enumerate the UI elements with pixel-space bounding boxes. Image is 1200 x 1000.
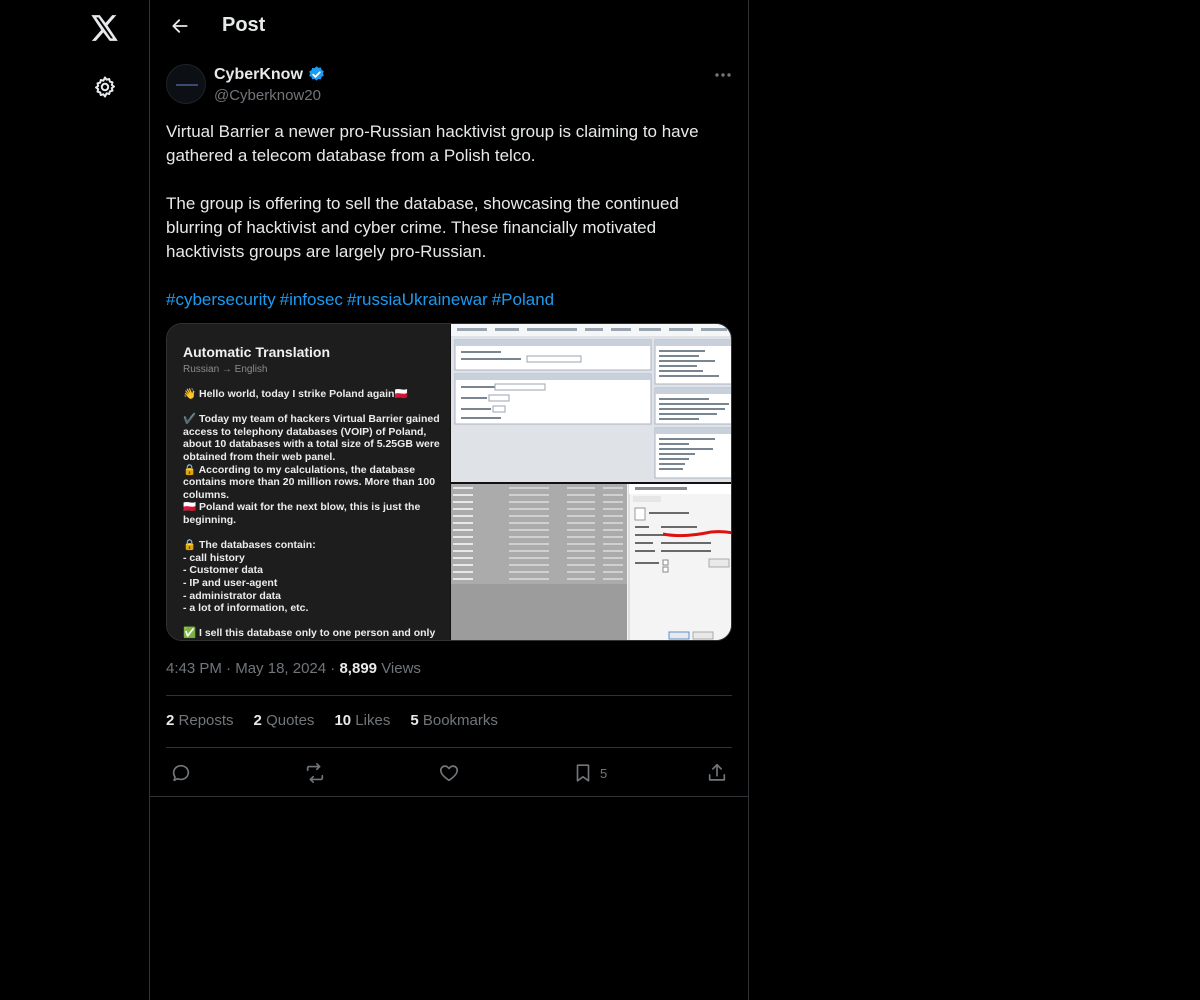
author-name[interactable] xyxy=(214,65,326,84)
media-image-translation[interactable] xyxy=(167,324,450,641)
hashtag-link[interactable]: #Poland xyxy=(491,290,555,309)
translation-body: 👋 Hello world, today I strike Poland again🇵🇱 ✔️ Today my team of hackers Virtual Barrier gained access to telephony databases (VOIP) of Poland, about 10 databases with a total size of 5.25GB were obtained from their web panel. 🔒 According to my calculations, the database contains more than 20 million rows. More than 100 columns. 🇵🇱 Poland wait for the next blow, this is just the beginning. 🔒 The databases contain: - call history - Customer data - IP and user-agent - administrator data - a lot of information, etc. ✅ I sell this database only to one person and only xyxy=(183,388,440,640)
repost-icon xyxy=(303,762,327,784)
reposts-count: 2 xyxy=(166,712,175,729)
bookmarks-count: 5 xyxy=(410,712,419,729)
meta-separator: · xyxy=(226,660,232,677)
likes-count: 10 xyxy=(334,712,352,729)
main-column xyxy=(149,0,749,1000)
likes-stat[interactable] xyxy=(334,712,390,729)
x-logo-icon[interactable] xyxy=(85,8,125,48)
more-dots-icon xyxy=(714,72,732,78)
post-paragraph: Virtual Barrier a newer pro-Russian hacktivist group is claiming to have gathered a telecom database from a Polish telco. xyxy=(166,122,699,165)
verified-badge-icon xyxy=(307,65,326,84)
header xyxy=(150,0,748,53)
like-button[interactable] xyxy=(438,760,460,786)
divider xyxy=(150,796,748,797)
back-button[interactable] xyxy=(162,8,198,44)
reply-button[interactable] xyxy=(170,760,192,786)
post-date[interactable]: May 18, 2024 xyxy=(235,660,327,677)
media-grid xyxy=(166,323,732,641)
quotes-label: Quotes xyxy=(266,712,315,729)
post-paragraph: The group is offering to sell the database, showcasing the continued blurring of hacktivist and cyber crime. These financially motivated hacktivists groups are largely pro-Russian. xyxy=(166,194,679,261)
bookmarks-label: Bookmarks xyxy=(422,712,498,729)
file-explorer-screenshot xyxy=(451,484,732,641)
arrow-left-icon xyxy=(170,16,190,36)
translation-subtitle: Russian → English xyxy=(183,364,268,375)
translation-title: Automatic Translation xyxy=(183,344,331,360)
bookmarks-stat[interactable] xyxy=(410,712,498,729)
hashtag-link[interactable]: #russiaUkrainewar xyxy=(346,290,488,309)
hashtag-link[interactable]: #infosec xyxy=(279,290,343,309)
media-image-file-explorer[interactable] xyxy=(451,484,732,641)
left-nav xyxy=(0,0,149,1000)
reply-icon xyxy=(170,762,192,784)
likes-label: Likes xyxy=(355,712,391,729)
meta-separator: · xyxy=(330,660,336,677)
reposts-stat[interactable] xyxy=(166,712,234,729)
action-bar xyxy=(166,758,732,788)
media-image-admin-panel[interactable] xyxy=(451,324,732,482)
page-title: Post xyxy=(222,14,266,36)
author-handle[interactable]: @Cyberknow20 xyxy=(214,87,321,104)
bookmark-icon xyxy=(572,762,594,784)
share-button[interactable] xyxy=(706,760,728,786)
views-label: Views xyxy=(381,660,421,677)
post-text xyxy=(166,120,732,264)
share-icon xyxy=(706,762,728,784)
hashtag-link[interactable]: #cybersecurity xyxy=(166,290,276,309)
quotes-stat[interactable] xyxy=(254,712,315,729)
post-meta xyxy=(166,660,421,677)
heart-icon xyxy=(438,762,460,784)
author-name-text: CyberKnow xyxy=(214,65,303,83)
more-options-button[interactable] xyxy=(708,62,738,88)
hashtags xyxy=(166,288,558,312)
post-time[interactable]: 4:43 PM xyxy=(166,660,222,677)
avatar[interactable] xyxy=(166,64,206,104)
engagement-stats xyxy=(166,712,498,729)
divider xyxy=(166,695,732,696)
bookmark-count: 5 xyxy=(600,765,608,781)
admin-panel-screenshot xyxy=(451,324,732,482)
bookmark-button[interactable] xyxy=(572,760,607,786)
views-count: 8,899 xyxy=(339,660,378,677)
quotes-count: 2 xyxy=(253,712,262,729)
repost-button[interactable] xyxy=(303,760,327,786)
gear-icon[interactable] xyxy=(85,67,125,107)
reposts-label: Reposts xyxy=(178,712,234,729)
divider xyxy=(166,747,732,748)
